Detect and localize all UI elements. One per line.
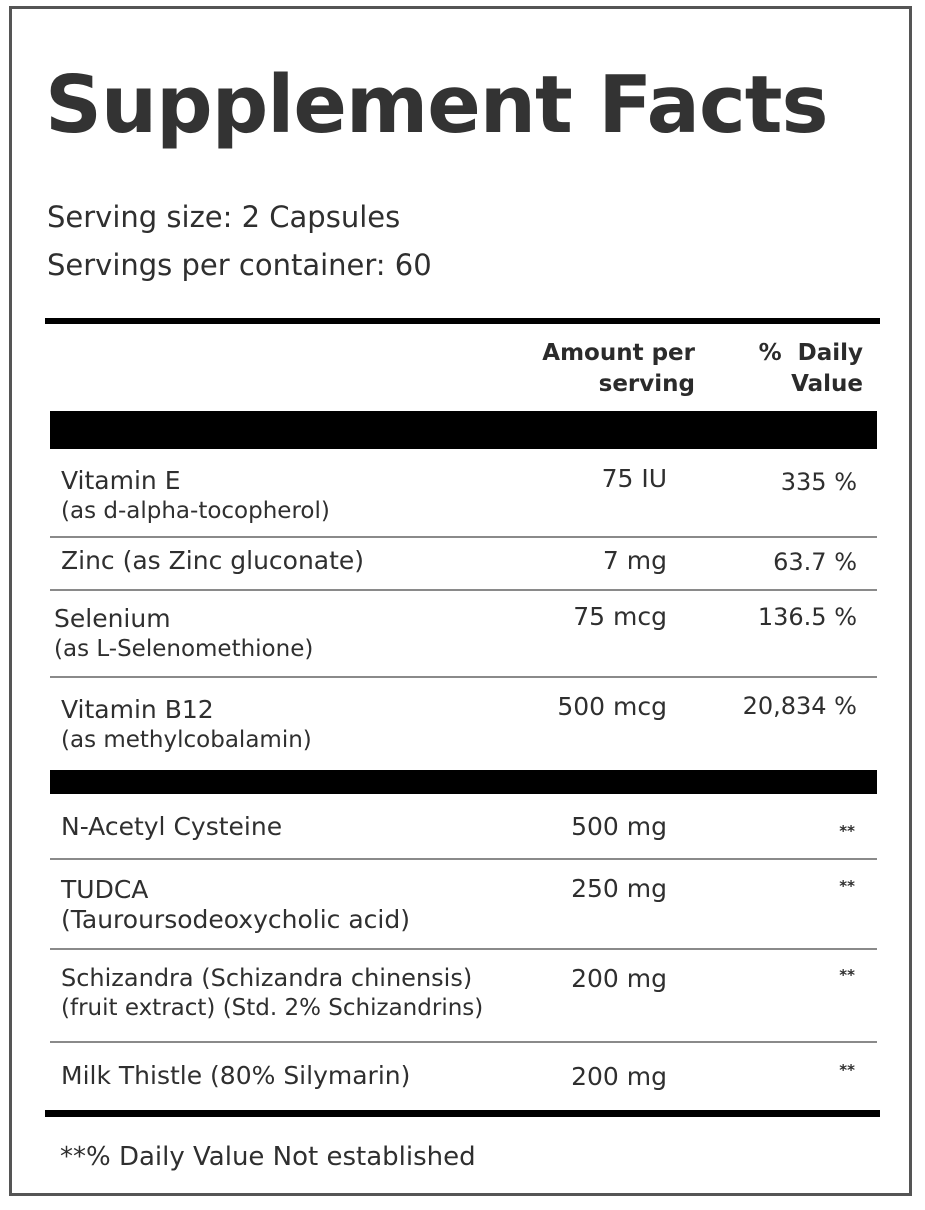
section-bar-1 [50,411,877,449]
ingredient-name [61,812,282,842]
ingredient-source: (Tauroursodeoxycholic acid) [61,905,410,934]
ingredient-amount: 250 mg [571,874,667,903]
ingredient-amount: 200 mg [571,964,667,993]
amount-header-line1: Amount per [542,340,695,366]
row-divider [50,1041,877,1043]
nutrient-name [61,546,364,576]
dv-header-line1: % Daily [758,340,863,366]
top-thick-rule [45,318,880,324]
ingredient-name [61,875,410,935]
row-divider [50,858,877,860]
nutrient-daily-value: 335 % [780,468,857,496]
section-bar-2 [50,770,877,794]
nutrient-amount: 75 mcg [573,602,667,631]
nutrient-source: (as d-alpha-tocopherol) [61,498,330,524]
nutrient-amount: 7 mg [602,546,667,575]
daily-value-header [720,338,863,400]
ingredient-daily-value: ** [839,877,855,895]
nutrient-name [54,604,313,664]
row-divider [50,948,877,950]
nutrient-label: Vitamin B12 [61,695,214,724]
ingredient-daily-value: ** [839,1061,855,1079]
ingredient-label: Milk Thistle (80% Silymarin) [61,1061,411,1090]
ingredient-amount: 500 mg [571,812,667,841]
row-divider [50,589,877,591]
nutrient-amount: 75 IU [601,464,667,493]
nutrient-source: (as methylcobalamin) [61,727,312,753]
ingredient-name [61,1061,410,1091]
footnote: **% Daily Value Not established [60,1142,476,1172]
ingredient-label: TUDCA [61,875,149,904]
nutrient-amount: 500 mcg [557,692,667,721]
nutrient-source: (as L-Selenomethione) [54,636,314,662]
label-title: Supplement Facts [45,59,828,151]
serving-size: Serving size: 2 Capsules [47,200,401,234]
servings-per-container: Servings per container: 60 [47,248,432,282]
nutrient-name [61,466,330,526]
ingredient-name [61,963,483,1023]
dv-header-line2: Value [791,371,863,397]
nutrient-daily-value: 63.7 % [773,548,857,576]
bottom-thick-rule [45,1110,880,1117]
ingredient-daily-value: ** [839,822,855,840]
amount-per-serving-header [480,338,695,400]
amount-header-line2: serving [598,371,695,397]
nutrient-label: Selenium [54,604,171,633]
nutrient-label: Zinc (as Zinc gluconate) [61,546,365,575]
ingredient-label: N-Acetyl Cysteine [61,812,283,841]
ingredient-daily-value: ** [839,966,855,984]
ingredient-label: Schizandra (Schizandra chinensis) [61,964,473,992]
row-divider [50,536,877,538]
nutrient-daily-value: 20,834 % [742,692,857,720]
nutrient-label: Vitamin E [61,466,181,495]
nutrient-name [61,695,312,755]
ingredient-source: (fruit extract) (Std. 2% Schizandrins) [61,995,484,1021]
ingredient-amount: 200 mg [571,1062,667,1091]
nutrient-daily-value: 136.5 % [757,603,857,631]
row-divider [50,676,877,678]
